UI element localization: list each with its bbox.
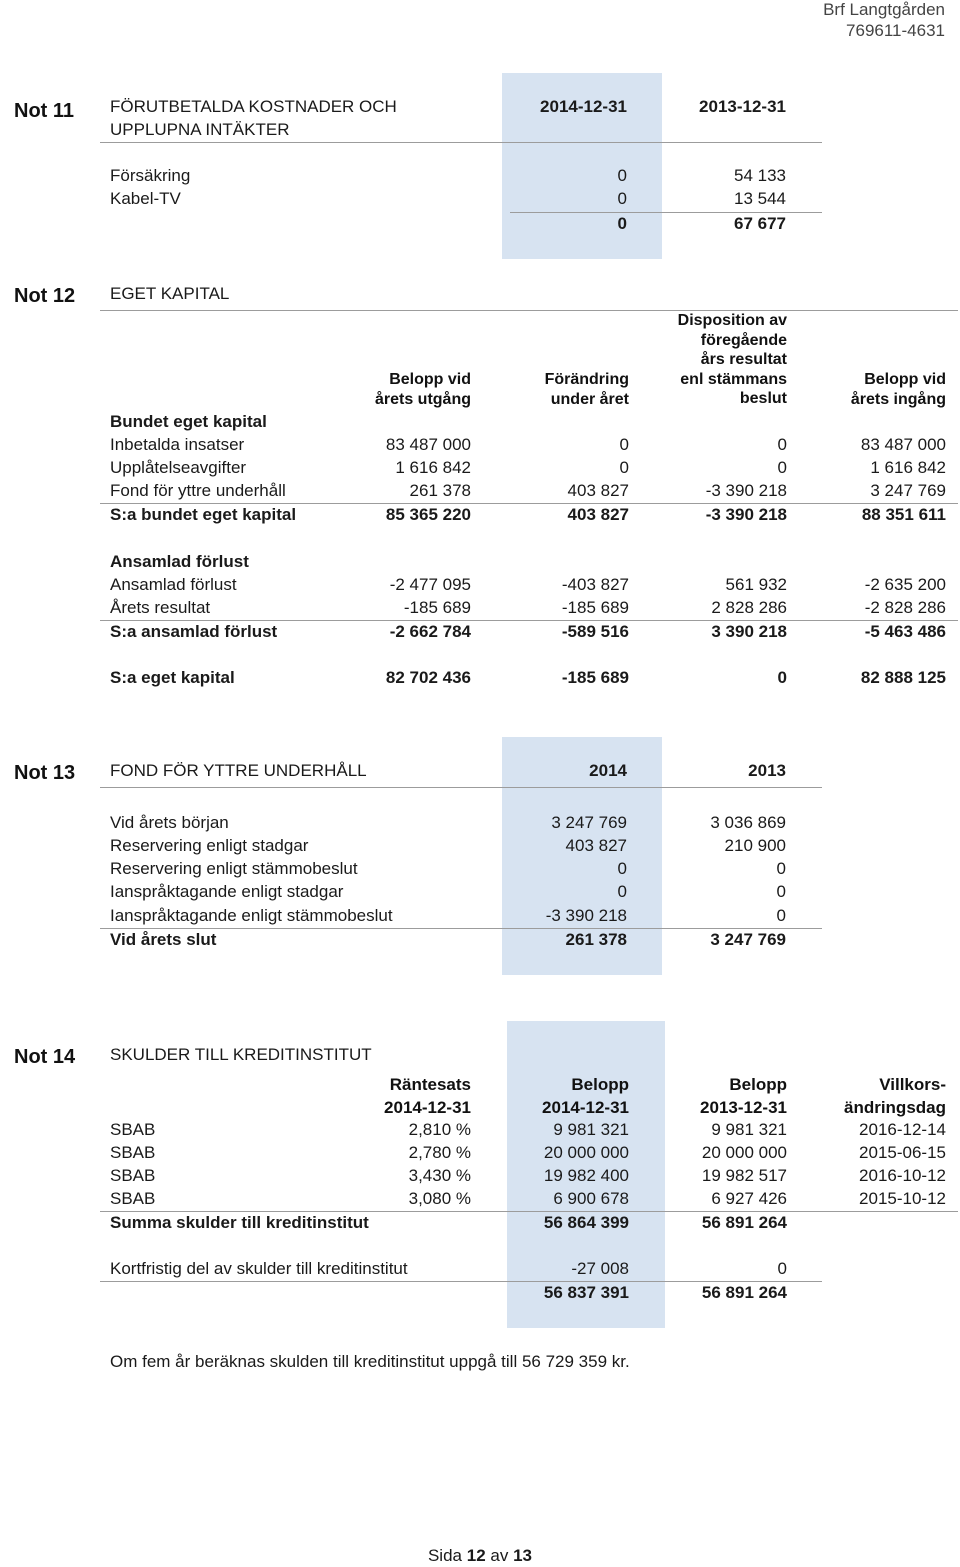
- value-2014: 0: [617, 166, 627, 185]
- cell-value: 3 247 769: [870, 481, 946, 500]
- total-row: [0, 1283, 960, 1303]
- total-2013: 67 677: [734, 214, 786, 233]
- cell-value: 56 837 391: [543, 1283, 629, 1302]
- column-header-2014: 2014: [589, 761, 627, 780]
- cell-value: 83 487 000: [385, 435, 471, 454]
- cell-value: 1 616 842: [870, 458, 946, 477]
- header-line: Belopp vid: [864, 371, 946, 388]
- column-header-change: [545, 370, 629, 409]
- cell-value: 3,430 %: [408, 1166, 471, 1185]
- page-prefix: Sida: [427, 1546, 462, 1565]
- cell-value: 82 888 125: [860, 668, 946, 687]
- cell-value: -185 689: [561, 668, 629, 687]
- total-row: [0, 668, 960, 688]
- row-label: S:a eget kapital: [110, 668, 235, 687]
- table-row: [0, 882, 960, 902]
- row-label: Fond för yttre underhåll: [110, 481, 286, 500]
- page-number: 12: [466, 1546, 486, 1565]
- cell-value: 82 702 436: [385, 668, 471, 687]
- row-label: Vid årets början: [110, 813, 229, 832]
- divider: [100, 787, 822, 788]
- table-row: [0, 575, 960, 595]
- value-2014: 403 827: [565, 836, 627, 855]
- sum-divider: [100, 1281, 822, 1282]
- cell-value: 2,780 %: [408, 1143, 471, 1162]
- note-title: FOND FÖR YTTRE UNDERHÅLL: [110, 761, 367, 780]
- cell-value: -2 477 095: [389, 575, 471, 594]
- column-header-terms-change: [844, 1073, 946, 1119]
- value-2013: 0: [776, 882, 786, 901]
- cell-value: 0: [619, 458, 629, 477]
- table-row: [0, 1166, 960, 1186]
- cell-value: -2 828 286: [864, 598, 946, 617]
- organization-number: 769611-4631: [846, 21, 945, 40]
- row-label: Reservering enligt stadgar: [110, 836, 309, 855]
- cell-value: 1 616 842: [395, 458, 471, 477]
- cell-value: 20 000 000: [543, 1143, 629, 1162]
- header-line: 2013-12-31: [700, 1098, 787, 1117]
- sum-row: [0, 622, 960, 642]
- cell-value: 6 927 426: [711, 1189, 787, 1208]
- column-header-2014: 2014-12-31: [540, 97, 627, 116]
- cell-value: -2 635 200: [864, 575, 946, 594]
- cell-value: 0: [777, 1259, 787, 1278]
- row-label: S:a bundet eget kapital: [110, 505, 297, 524]
- cell-value: 403 827: [567, 505, 629, 524]
- sum-divider: [100, 503, 958, 504]
- table-row: [0, 458, 960, 478]
- cell-value: -2 662 784: [389, 622, 471, 641]
- note-title: EGET KAPITAL: [110, 284, 230, 303]
- table-row: [0, 836, 960, 856]
- table-row: [0, 166, 960, 186]
- cell-value: 83 487 000: [860, 435, 946, 454]
- header-line: 2014-12-31: [542, 1098, 629, 1117]
- cell-value: 19 982 400: [543, 1166, 629, 1185]
- value-2013: 3 247 769: [710, 930, 786, 949]
- value-2014: 0: [617, 882, 627, 901]
- header-line: årets utgång: [374, 390, 471, 408]
- row-label: Reservering enligt stämmobeslut: [110, 859, 358, 878]
- row-label: S:a ansamlad förlust: [110, 622, 278, 641]
- note-label: Not 13: [14, 762, 76, 784]
- column-header-opening: [375, 370, 471, 409]
- header-line: års resultat: [700, 351, 787, 368]
- cell-value: 2016-12-14: [859, 1120, 946, 1139]
- value-2014: 261 378: [565, 930, 627, 949]
- value-2014: 0: [617, 859, 627, 878]
- cell-value: 403 827: [567, 481, 629, 500]
- table-row: [0, 813, 960, 833]
- row-label: Årets resultat: [110, 598, 211, 617]
- footnote-text: Om fem år beräknas skulden till kreditinstitut uppgå till 56 729 359 kr.: [110, 1352, 630, 1371]
- column-header-2013: 2013-12-31: [699, 97, 786, 116]
- header-line: Förändring: [544, 371, 629, 388]
- cell-value: 9 981 321: [711, 1120, 787, 1139]
- table-row: [0, 481, 960, 501]
- row-label: SBAB: [110, 1189, 156, 1208]
- total-row: [0, 214, 960, 234]
- table-row: [0, 598, 960, 618]
- cell-value: 3,080 %: [408, 1189, 471, 1208]
- value-2013: 54 133: [734, 166, 786, 185]
- cell-value: 56 891 264: [701, 1283, 787, 1302]
- total-2014: 0: [617, 214, 627, 233]
- cell-value: -185 689: [403, 598, 471, 617]
- sum-row: [0, 1213, 960, 1233]
- table-row: [0, 859, 960, 879]
- cell-value: -3 390 218: [705, 505, 787, 524]
- value-2014: -3 390 218: [545, 906, 627, 925]
- page-footer: [0, 1546, 960, 1566]
- header-line: Räntesats: [389, 1075, 471, 1094]
- row-label: Försäkring: [110, 166, 191, 185]
- table-row: [0, 1259, 960, 1279]
- group-heading: Bundet eget kapital: [110, 412, 267, 431]
- group-heading: Ansamlad förlust: [110, 552, 249, 571]
- note-title-continued: UPPLUPNA INTÄKTER: [110, 120, 290, 139]
- value-2014: 0: [617, 189, 627, 208]
- cell-value: 2015-06-15: [859, 1143, 946, 1162]
- note-label: Not 12: [14, 285, 76, 307]
- row-label: SBAB: [110, 1166, 156, 1185]
- page-separator: av: [490, 1546, 509, 1565]
- column-header-amount-2014: [542, 1073, 629, 1119]
- value-2013: 0: [776, 859, 786, 878]
- cell-value: -589 516: [561, 622, 629, 641]
- header-line: ändringsdag: [843, 1098, 946, 1117]
- table-row: [0, 906, 960, 926]
- row-label: Upplåtelseavgifter: [110, 458, 247, 477]
- value-2014: 3 247 769: [551, 813, 627, 832]
- row-label: Kabel-TV: [110, 189, 181, 208]
- row-label: Ansamlad förlust: [110, 575, 237, 594]
- row-label: Ianspråktagande enligt stadgar: [110, 882, 344, 901]
- note-title: FÖRUTBETALDA KOSTNADER OCH: [110, 97, 397, 116]
- header-line: enl stämmans: [680, 370, 787, 388]
- row-label: Kortfristig del av skulder till kreditinstitut: [110, 1259, 408, 1278]
- cell-value: 261 378: [409, 481, 471, 500]
- header-line: Belopp: [729, 1075, 787, 1094]
- cell-value: 0: [619, 435, 629, 454]
- cell-value: 19 982 517: [701, 1166, 787, 1185]
- header-line: föregående: [700, 331, 787, 349]
- table-row: [0, 1143, 960, 1163]
- value-2013: 210 900: [724, 836, 786, 855]
- column-header-rate: [384, 1073, 471, 1119]
- value-2013: 3 036 869: [710, 813, 786, 832]
- cell-value: -3 390 218: [705, 481, 787, 500]
- row-label: Inbetalda insatser: [110, 435, 245, 454]
- cell-value: -5 463 486: [864, 622, 946, 641]
- cell-value: 88 351 611: [861, 505, 946, 524]
- divider: [100, 310, 958, 311]
- row-label: Vid årets slut: [110, 930, 217, 949]
- header-line: Belopp vid: [389, 371, 471, 388]
- cell-value: 2 828 286: [711, 598, 787, 617]
- cell-value: 2016-10-12: [859, 1166, 946, 1185]
- organization-name: Brf Langtgården: [823, 0, 945, 19]
- value-2013: 0: [776, 906, 786, 925]
- total-row: [0, 930, 960, 950]
- cell-value: -403 827: [561, 575, 629, 594]
- row-label: SBAB: [110, 1143, 156, 1162]
- sum-divider: [100, 1211, 958, 1212]
- column-header-2013: 2013: [748, 761, 786, 780]
- table-row: [0, 1189, 960, 1209]
- column-header-amount-2013: [700, 1073, 787, 1119]
- cell-value: 0: [777, 668, 787, 687]
- table-row: [0, 1120, 960, 1140]
- note-label: Not 11: [14, 100, 75, 122]
- table-row: [0, 435, 960, 455]
- cell-value: 0: [777, 458, 787, 477]
- cell-value: 20 000 000: [701, 1143, 787, 1162]
- cell-value: 85 365 220: [385, 505, 471, 524]
- row-label: Summa skulder till kreditinstitut: [110, 1213, 369, 1232]
- sum-divider: [510, 212, 822, 213]
- table-row: [0, 189, 960, 209]
- row-label: Ianspråktagande enligt stämmobeslut: [110, 906, 393, 925]
- header-line: årets ingång: [850, 390, 946, 408]
- cell-value: 9 981 321: [553, 1120, 629, 1139]
- header-line: Villkors-: [879, 1075, 946, 1094]
- cell-value: 2,810 %: [408, 1120, 471, 1139]
- sum-divider: [100, 928, 822, 929]
- note-title: SKULDER TILL KREDITINSTITUT: [110, 1045, 372, 1064]
- row-label: SBAB: [110, 1120, 156, 1139]
- cell-value: 56 891 264: [701, 1213, 787, 1232]
- header-line: under året: [550, 390, 629, 408]
- cell-value: 56 864 399: [543, 1213, 629, 1232]
- header-line: 2014-12-31: [384, 1098, 471, 1117]
- sum-divider: [100, 620, 958, 621]
- divider: [100, 142, 822, 143]
- header-line: Disposition av: [677, 312, 787, 329]
- cell-value: -185 689: [561, 598, 629, 617]
- cell-value: 561 932: [725, 575, 787, 594]
- header-line: beslut: [739, 390, 787, 407]
- cell-value: 6 900 678: [553, 1189, 629, 1208]
- cell-value: 0: [777, 435, 787, 454]
- header-line: Belopp: [571, 1075, 629, 1094]
- cell-value: 3 390 218: [711, 622, 787, 641]
- sum-row: [0, 505, 960, 525]
- value-2013: 13 544: [734, 189, 786, 208]
- column-header-closing: [851, 370, 946, 409]
- note-label: Not 14: [14, 1046, 76, 1068]
- column-header-disposition: [678, 311, 787, 409]
- cell-value: 2015-10-12: [859, 1189, 946, 1208]
- cell-value: -27 008: [571, 1259, 629, 1278]
- page-total: 13: [513, 1546, 533, 1565]
